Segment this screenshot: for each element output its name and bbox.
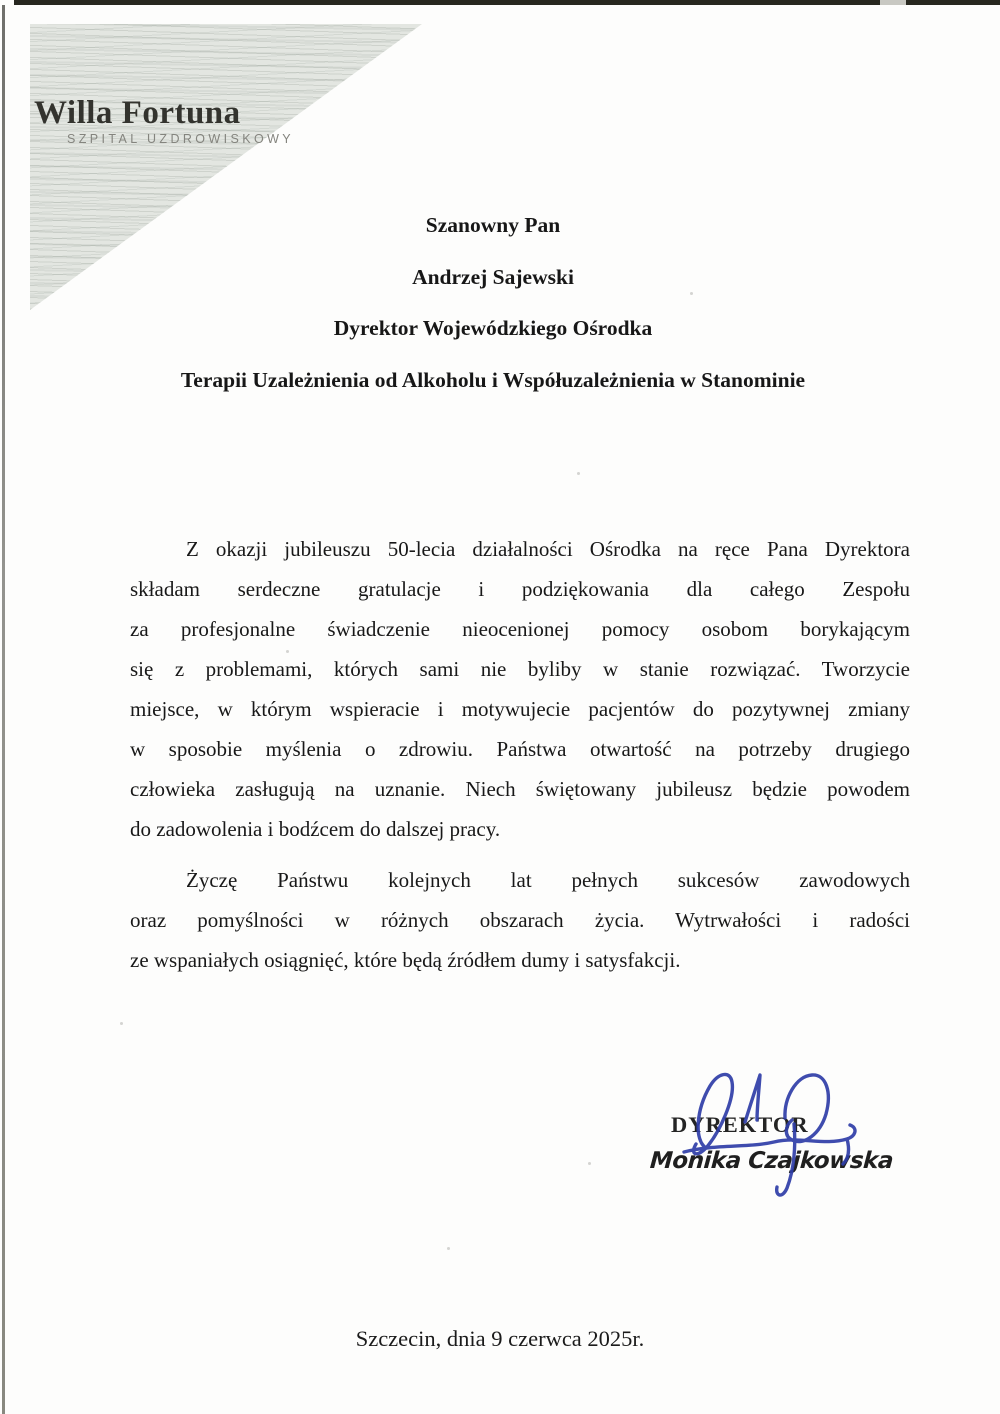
scan-top-edge [14, 0, 1000, 5]
body-line: miejsce, w którym wspieracie i motywujecie pacjentów do pozytywnej zmiany [130, 697, 910, 721]
scan-top-edge-notch [880, 0, 906, 5]
logo-title: Willa Fortuna [34, 95, 241, 131]
body-line: do zadowolenia i bodźcem do dalszej pracy. [130, 817, 501, 841]
paragraph-1 [130, 529, 910, 849]
recipient-block [0, 200, 986, 406]
body-line: w sposobie myślenia o zdrowiu. Państwa otwartość na potrzeby drugiego [130, 737, 910, 761]
scan-speck [120, 1022, 123, 1025]
body-line: się z problemami, których sami nie byliby w stanie rozwiązać. Tworzycie [130, 657, 910, 681]
signature-name: Monika Czajkowska [649, 1148, 894, 1174]
body-line: składam serdeczne gratulacje i podziękowania dla całego Zespołu [130, 577, 910, 601]
date-line: Szczecin, dnia 9 czerwca 2025r. [355, 1326, 645, 1351]
recipient-name: Andrzej Sajewski [412, 264, 574, 289]
recipient-title-line-2: Terapii Uzależnienia od Alkoholu i Współuzależnienia w Stanominie [180, 367, 806, 392]
paragraph-2 [130, 860, 910, 980]
recipient-title-line-1: Dyrektor Wojewódzkiego Ośrodka [333, 316, 653, 340]
body-line: człowieka zasługują na uznanie. Niech świętowany jubileusz będzie powodem [130, 777, 910, 801]
scan-speck [874, 1166, 877, 1169]
scan-speck [447, 1247, 450, 1250]
scan-speck [286, 650, 289, 653]
recipient-salutation: Szanowny Pan [425, 213, 561, 237]
body-line: ze wspaniałych osiągnięć, które będą źródłem dumy i satysfakcji. [130, 948, 681, 972]
body-line: Życzę Państwu kolejnych lat pełnych sukcesów zawodowych [186, 868, 910, 892]
signature-title: DYREKTOR [671, 1112, 809, 1137]
body-line: Z okazji jubileuszu 50-lecia działalności Ośrodka na ręce Pana Dyrektora [186, 537, 910, 561]
scan-speck [588, 1162, 591, 1165]
scan-speck [577, 472, 580, 475]
logo-subtitle: SZPITAL UZDROWISKOWY [67, 132, 295, 146]
scan-speck [690, 292, 693, 295]
body-line: za profesjonalne świadczenie nieocenionej pomocy osobom borykającym [130, 617, 910, 641]
body-line: oraz pomyślności w różnych obszarach życia. Wytrwałości i radości [130, 908, 910, 932]
